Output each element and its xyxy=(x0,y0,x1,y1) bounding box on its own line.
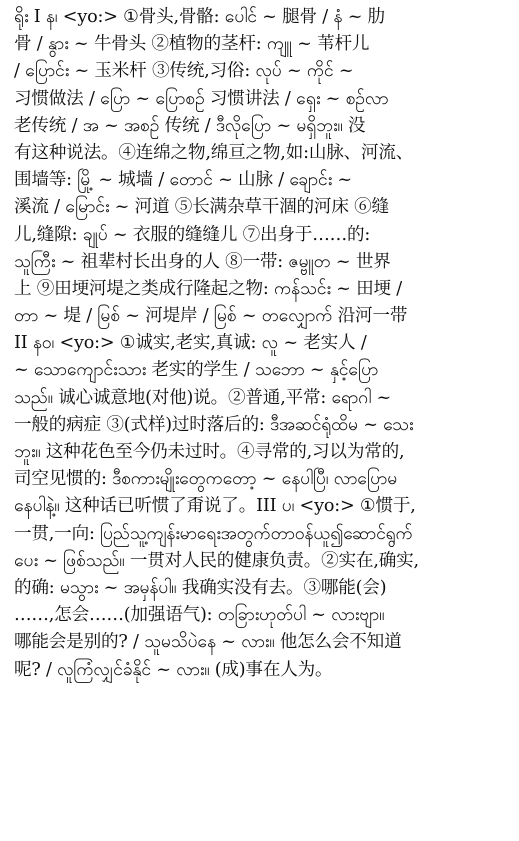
entry-line: ရိုး I န၊ <yo:> ①骨头,骨骼: ပေါင် ~ 腿骨 / နံ ~ 肋 xyxy=(14,7,386,27)
entry-line: ……,怎会……(加强语气): တခြားဟုတ်ပါ ~ လားဗျာ။ xyxy=(14,605,385,626)
entry-line: 有这种说法。④连绵之物,绵亘之物,如:山脉、河流、 xyxy=(14,142,414,163)
entry-line: II နဝ၊ <yo:> ①诚实,老实,真诚: လူ ~ 老实人 / xyxy=(14,333,367,354)
entry-line: 一般的病症 ③(式样)过时落后的: ဒီအဆင်ရုံထိမ ~ သေး xyxy=(14,414,414,435)
entry-line: 司空见惯的: ဒီစကားမျိုးတွေကတော့ ~ နေပါပြီ၊ လာပြောမ xyxy=(14,469,398,490)
entry-line: သူကြီး ~ 祖辈村长出身的人 ⑧一带: ဇမ္ဗူတ ~ 世界 xyxy=(14,251,391,272)
entry-line: နေပါနဲ့။ 这种话已听惯了甭说了。III ပ၊ <yo:> ①惯于, xyxy=(14,496,416,517)
entry-line: တာ ~ 堤 / မြစ် ~ 河堤岸 / မြစ် ~ တလျှောက် 沿河一带 xyxy=(14,306,408,327)
entry-line: သည်။ 诚心诚意地(对他)说。②普通,平常: ရောဂါ ~ xyxy=(14,387,392,408)
entry-line: 溪流 / မြောင်း ~ 河道 ⑤长满杂草干涸的河床 ⑥缝 xyxy=(14,197,389,218)
entry-line: ပေး ~ ဖြစ်သည်။ 一贯对人民的健康负责。②实在,确实, xyxy=(14,550,419,571)
entry-line: 呢? / လူကြံလျှင်ခံနိုင် ~ လား။ (成)事在人为。 xyxy=(14,659,333,680)
entry-line: 哪能会是别的? / သူမသိပဲနေ ~ လား။ 他怎么会不知道 xyxy=(14,632,402,653)
entry-line: 骨 / နွား ~ 牛骨头 ②植物的茎杆: ကျူ ~ 苇杆儿 xyxy=(14,34,370,55)
entry-line: 老传统 / အ ~ အစဉ် 传统 / ဒီလိုပြော ~ မရှိဘူး။ 没 xyxy=(14,115,366,136)
entry-line: 习惯做法 / ပြော ~ ပြောစဉ် 习惯讲法 / ရှေး ~ စဉ်လာ xyxy=(14,88,389,109)
entry-line: ဘူး။ 这种花色至今仍未过时。④寻常的,习以为常的, xyxy=(14,442,405,462)
dictionary-entry xyxy=(14,4,511,684)
entry-line: / ပြောင်း ~ 玉米杆 ③传统,习俗: လုပ် ~ ကိုင် ~ xyxy=(14,61,354,82)
entry-line: 围墙等: မြို့ ~ 城墙 / တောင် ~ 山脉 / ချောင်း ~ xyxy=(14,170,352,191)
entry-line: 的确: မသွား ~ အမှန်ပါ။ 我确实没有去。③哪能(会) xyxy=(14,577,387,598)
entry-line: ~ သောကျောင်းသား 老实的学生 / သဘော ~ နှင့်ပြော xyxy=(14,360,379,381)
entry-line: 儿,缝隙: ချုပ် ~ 衣服的缝缝儿 ⑦出身于……的: xyxy=(14,224,371,245)
entry-line: 上 ⑨田埂河堤之类成行隆起之物: ကန်သင်း ~ 田埂 / xyxy=(14,278,403,299)
entry-line: 一贯,一向: ပြည်သူ့ကျန်းမာရေးအတွက်တာဝန်ယူ၍ဆောင်ရွက် xyxy=(14,523,413,544)
